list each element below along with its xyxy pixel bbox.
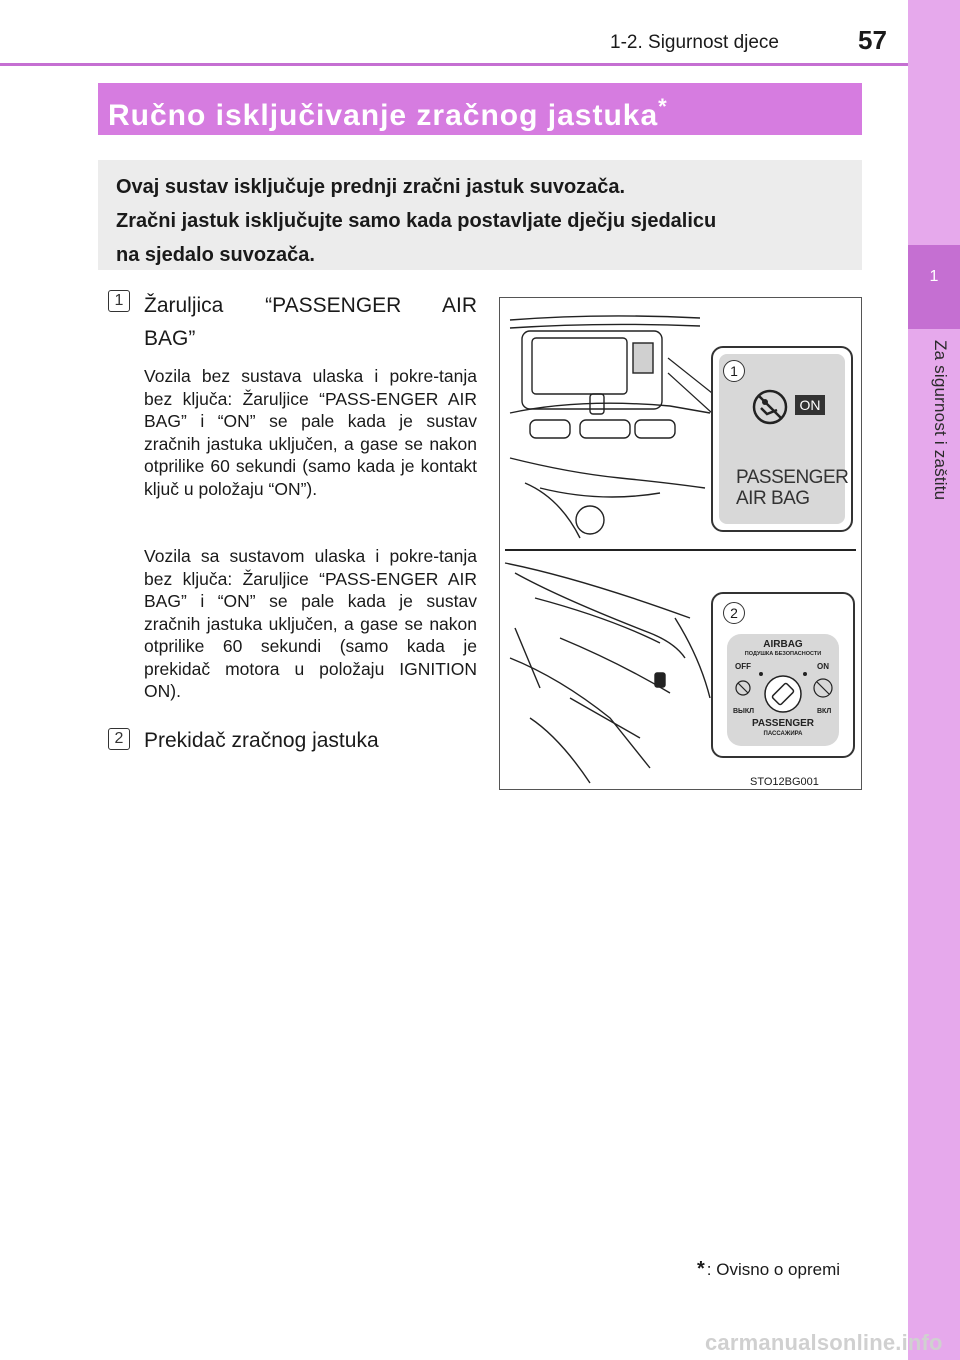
item-1-paragraph-2: Vozila sa sustavom ulaska i pokre-tanja bez ključa: Žaruljice “PASS-ENGER AIR BAG” i “ON” se pale kada je sustav zračnih jastuka uključen, a gase se nakon otprilike 60 sekundi (samo kada je prekidač motora u položaju IGNITION ON). — [144, 546, 477, 701]
intro-line-2: Zračni jastuk isključujte samo kada postavljate dječju sjedalicu — [116, 210, 717, 232]
item-1-paragraph-1: Vozila bez sustava ulaska i pokre-tanja bez ključa: Žaruljice “PASS-ENGER AIR BAG” i “ON” se pale kada je sustav zračnih jastuka uključen, a gase se nakon otprilike 60 sekundi (samo kada je kontakt ključ u položaju “ON”). — [144, 366, 477, 499]
item-1-number-badge: 1 — [108, 290, 130, 312]
callout-1-number: 1 — [723, 360, 745, 382]
callout-1-on-indicator: ON — [795, 395, 825, 415]
watermark: carmanualsonline.info — [705, 1330, 943, 1355]
callout-2-number: 2 — [723, 602, 745, 624]
page-number: 57 — [858, 25, 887, 55]
section-title — [108, 94, 668, 132]
switch-off-label-ru: ВЫКЛ — [733, 708, 755, 715]
chapter-side-tab — [908, 0, 960, 1360]
header-rule — [0, 63, 908, 66]
callout-2-frame — [711, 592, 855, 758]
intro-line-3: na sjedalo suvozača. — [116, 244, 315, 266]
chapter-number: 1 — [929, 268, 939, 285]
switch-off-label: OFF — [735, 662, 751, 671]
dashboard-upper-drawing — [510, 316, 712, 538]
airbag-off-indicator-icon — [751, 388, 789, 426]
item-2-number-badge: 2 — [108, 728, 130, 750]
footnote-marker: * — [697, 1258, 705, 1280]
callout-1-label-line-1: PASSENGER — [736, 467, 849, 488]
callout-1-frame — [711, 346, 853, 532]
chapter-side-tab-active — [908, 245, 960, 329]
callout-1-label-line-2: AIR BAG — [736, 488, 810, 509]
footnote — [697, 1258, 840, 1281]
airbag-switch-panel — [727, 634, 839, 746]
switch-on-label: ON — [817, 662, 829, 671]
running-head: 1-2. Sigurnost djece — [610, 32, 779, 53]
dashboard-lower-drawing — [505, 563, 710, 783]
figure-code: STO12BG001 — [750, 776, 819, 788]
item-2-heading: Prekidač zračnog jastuka — [144, 729, 379, 752]
footnote-text: : Ovisno o opremi — [706, 1260, 841, 1279]
section-title-text: Ručno isključivanje zračnog jastuka — [108, 99, 659, 132]
switch-passenger-label-ru: ПАССАЖИРА — [763, 731, 803, 737]
dashboard-figure — [499, 297, 862, 790]
chapter-label: Za sigurnost i zaštitu — [931, 340, 950, 501]
intro-line-1: Ovaj sustav isključuje prednji zračni jastuk suvozača. — [116, 176, 626, 198]
section-title-bar — [98, 83, 862, 135]
switch-title: AIRBAG — [763, 639, 803, 650]
switch-subtitle: ПОДУШКА БЕЗОПАСНОСТИ — [744, 651, 822, 657]
switch-passenger-label: PASSENGER — [751, 718, 815, 729]
intro-box — [98, 160, 862, 270]
item-1-heading-line-1: Žaruljica “PASSENGER AIR — [144, 294, 477, 317]
switch-on-label-ru: ВКЛ — [817, 708, 832, 715]
item-1-heading-line-2: BAG” — [144, 327, 196, 350]
section-title-marker: * — [658, 94, 668, 119]
